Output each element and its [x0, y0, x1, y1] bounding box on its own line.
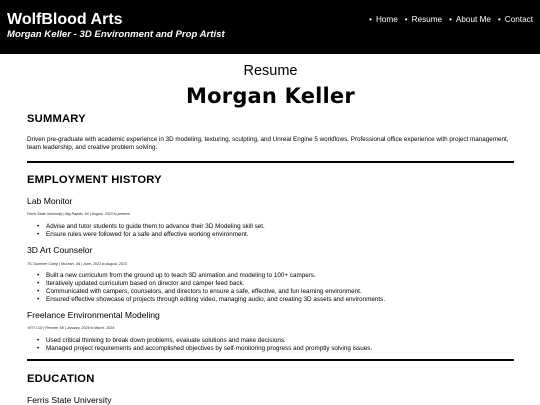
job-duties: [37, 272, 514, 304]
page-title: Morgan Keller: [186, 84, 355, 108]
site-subtitle: Morgan Keller - 3D Environment and Prop Artist: [7, 29, 225, 40]
page-kicker: Resume: [243, 63, 298, 79]
nav-item-about[interactable]: [449, 15, 491, 24]
site-brand[interactable]: WolfBlood Arts: [7, 11, 123, 28]
section-divider: [27, 359, 514, 361]
school-name: Ferris State University: [27, 395, 112, 405]
section-divider: [27, 161, 514, 163]
employment-heading: EMPLOYMENT HISTORY: [27, 174, 162, 186]
bullet-icon: •: [449, 15, 452, 24]
nav-item-label: About Me: [455, 15, 491, 24]
list-item: • Built a new curriculum from the ground up to teach 3D animation and modeling to 100+ campers.: [37, 272, 514, 280]
nav-item-home[interactable]: [369, 15, 398, 24]
job-meta: Ferris State University | Big Rapids, MI | August, 2023 to present: [27, 212, 130, 216]
list-item: • Communicated with campers, counselors, and directors to ensure a safe, effective, and fun learning environment.: [37, 288, 514, 296]
list-item: • Ensured effective showcase of projects through editing video, managing audio, and creating 3D assets and environments.: [37, 296, 514, 304]
job-title: Lab Monitor: [27, 196, 73, 206]
summary-text: Driven pre-graduate with academic experience in 3D modeling, texturing, sculpting, and Unreal Engine 5 workflows. Professional office experience with project management, team leadership, and creative problem solving.: [27, 136, 509, 152]
bullet-icon: •: [369, 15, 372, 24]
nav-item-label: Home: [375, 15, 398, 24]
list-item: • Managed project requirements and accomplished objectives by self-monitoring progress and promptly solving issues.: [37, 345, 514, 353]
job-title: 3D Art Counselor: [27, 245, 93, 255]
main-nav: [362, 15, 533, 24]
list-item: • Iteratively updated curriculum based on director and camper feed back.: [37, 280, 514, 288]
job-meta: TIC Summer Camp | McLean, VA | June, 2023 to August, 2023: [27, 262, 127, 266]
bullet-icon: •: [497, 15, 501, 24]
nav-item-label: Contact: [504, 15, 533, 24]
list-item: • Advise and tutor students to guide them to advance their 3D Modeling skill set.: [37, 223, 514, 231]
list-item: • Used critical thinking to break down problems, evaluate solutions and make decisions.: [37, 337, 514, 345]
nav-item-contact[interactable]: [498, 15, 533, 24]
list-item: • Ensure rules were followed for a safe and effective working environment.: [37, 231, 514, 239]
job-meta: YETI CGI | Remote, MI | January, 2024 to March, 2024: [27, 326, 115, 330]
job-title: Freelance Environmental Modeling: [27, 310, 160, 320]
nav-item-label: Resume: [411, 15, 443, 24]
job-duties: [37, 223, 514, 239]
bullet-icon: •: [404, 15, 408, 24]
job-duties: [37, 337, 514, 353]
education-heading: EDUCATION: [27, 373, 95, 385]
summary-heading: SUMMARY: [27, 113, 86, 125]
site-header: [0, 0, 540, 54]
nav-item-resume[interactable]: [405, 15, 442, 24]
